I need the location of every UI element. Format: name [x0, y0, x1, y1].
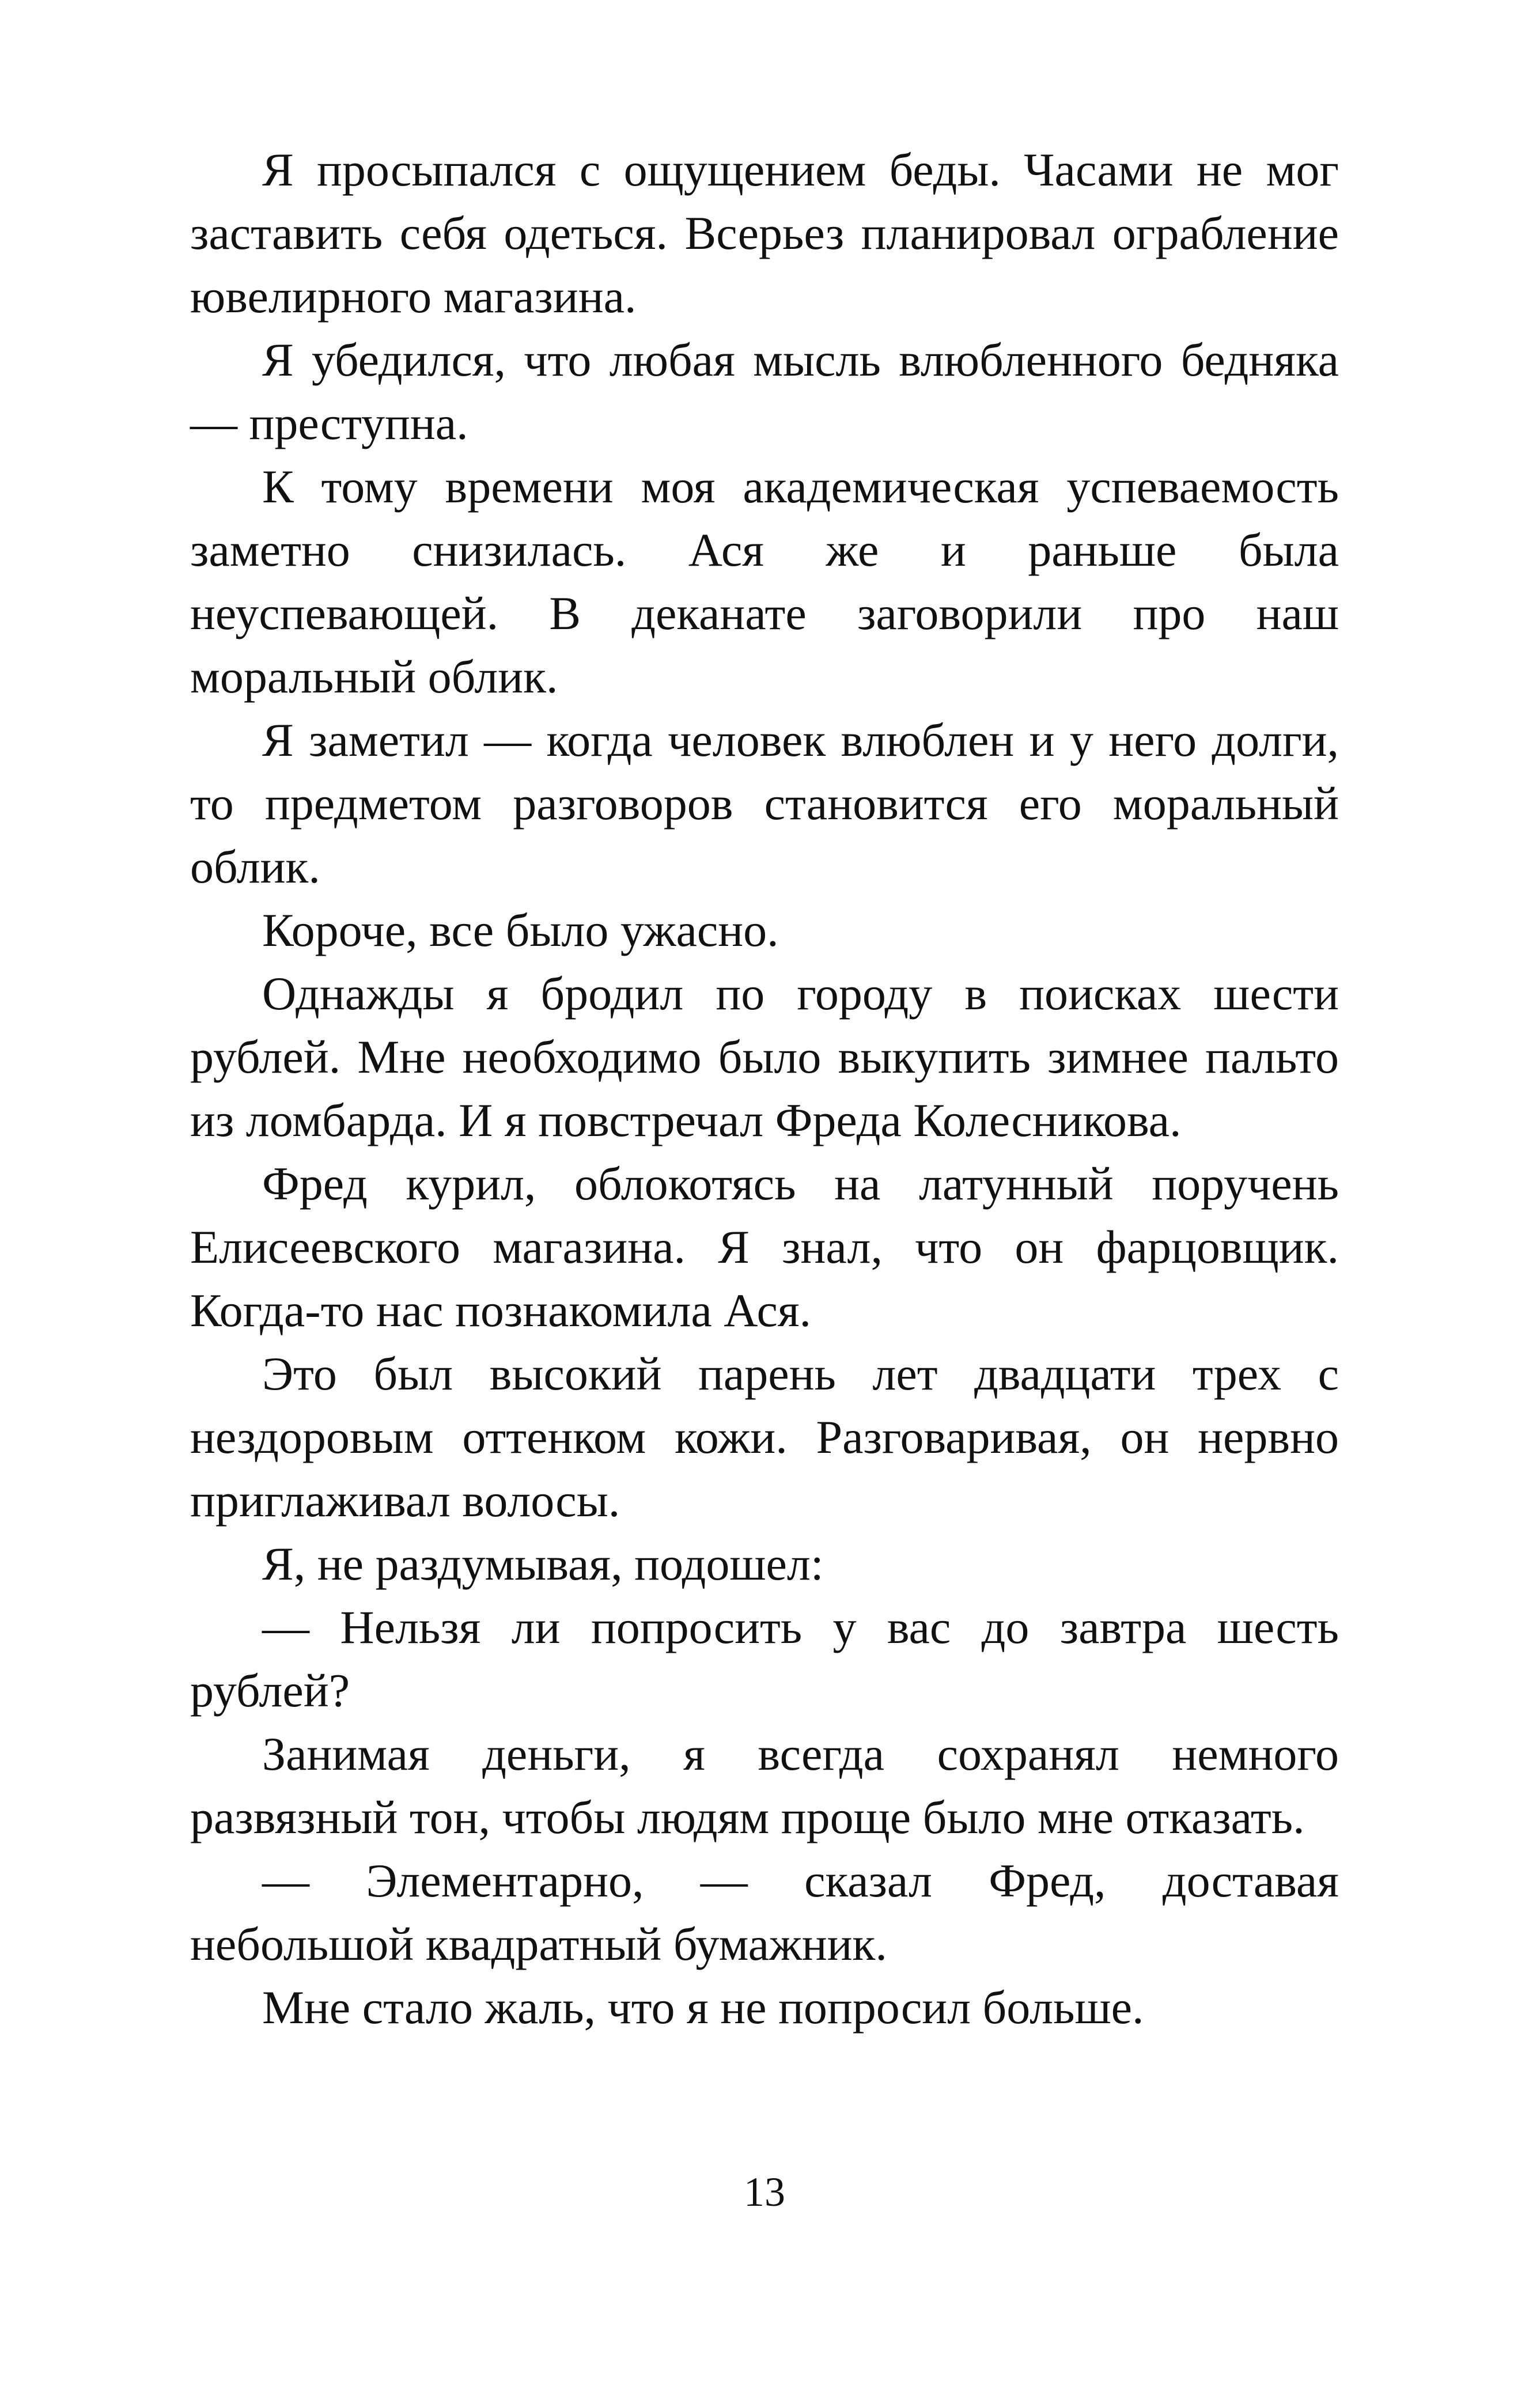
paragraph: Короче, все было ужасно.: [262, 904, 779, 956]
paragraph: Занимая деньги, я всегда сохранял немного развязный тон, чтобы людям проще было мне отказать.: [190, 1728, 1339, 1843]
paragraph: Я убедился, что любая мысль влюбленного бедняка — преступна.: [190, 334, 1339, 449]
paragraph: К тому времени моя академическая успеваемость заметно снизилась. Ася же и раньше была неуспевающей. В деканате заговорили про наш моральный облик.: [190, 460, 1339, 703]
paragraph: Это был высокий парень лет двадцати трех с нездоровым оттенком кожи. Разговаривая, он нервно приглаживал волосы.: [190, 1347, 1339, 1527]
paragraph: Мне стало жаль, что я не попросил больше.: [262, 1981, 1144, 2034]
page-number: 13: [744, 2169, 785, 2215]
paragraph: — Нельзя ли попросить у вас до завтра шесть рублей?: [190, 1601, 1339, 1717]
paragraph: Однажды я бродил по городу в поисках шести рублей. Мне необходимо было выкупить зимнее пальто из ломбарда. И я повстречал Фреда Колесникова.: [190, 967, 1339, 1146]
paragraph: Фред курил, облокотясь на латунный поручень Елисеевского магазина. Я знал, что он фарцовщик. Когда-то нас познакомила Ася.: [190, 1157, 1339, 1336]
paragraph: — Элементарно, — сказал Фред, доставая небольшой квадратный бумажник.: [190, 1854, 1339, 1970]
paragraph: Я просыпался с ощущением беды. Часами не мог заставить себя одеться. Всерьез планировал ограбление ювелирного магазина.: [190, 143, 1339, 323]
paragraph: Я, не раздумывая, подошел:: [262, 1538, 824, 1590]
body-text: [190, 138, 1339, 2039]
paragraph: Я заметил — когда человек влюблен и у него долги, то предметом разговоров становится его моральный облик.: [190, 714, 1339, 893]
